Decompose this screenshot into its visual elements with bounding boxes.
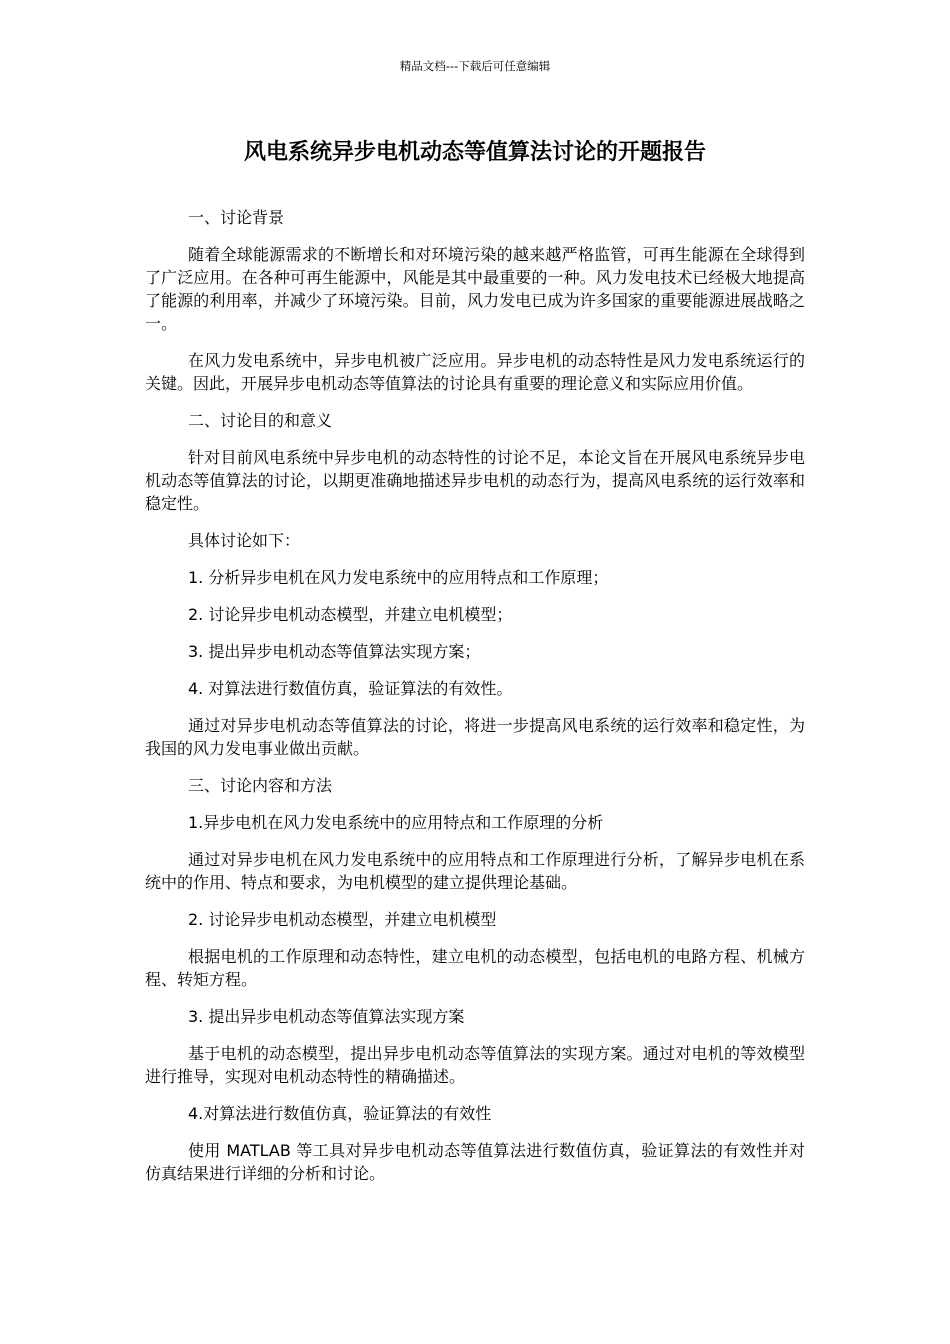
section-heading-content-methods: 三、讨论内容和方法 [188, 776, 333, 795]
body-paragraph: 基于电机的动态模型，提出异步电机动态等值算法的实现方案。通过对电机的等效模型进行推导，实现对电机动态特性的精确描述。 [145, 1044, 805, 1086]
document-title: 风电系统异步电机动态等值算法讨论的开题报告 [243, 140, 706, 165]
body-paragraph: 通过对异步电机在风力发电系统中的应用特点和工作原理进行分析，了解异步电机在系统中的作用、特点和要求，为电机模型的建立提供理论基础。 [145, 850, 805, 892]
subsection-heading: 1.异步电机在风力发电系统中的应用特点和工作原理的分析 [188, 813, 604, 832]
page-header-note: 精品文档---下载后可任意编辑 [399, 59, 551, 73]
list-item: 2. 讨论异步电机动态模型，并建立电机模型； [188, 605, 513, 624]
subsection-heading: 3. 提出异步电机动态等值算法实现方案 [188, 1007, 465, 1026]
body-paragraph: 随着全球能源需求的不断增长和对环境污染的越来越严格监管，可再生能源在全球得到了广泛应用。在各种可再生能源中，风能是其中最重要的一种。风力发电技术已经极大地提高了能源的利用率，并减少了环境污染。目前，风力发电已成为许多国家的重要能源进展战略之一。 [145, 245, 805, 333]
body-paragraph: 针对目前风电系统中异步电机的动态特性的讨论不足，本论文旨在开展风电系统异步电机动态等值算法的讨论，以期更准确地描述异步电机的动态行为，提高风电系统的运行效率和稳定性。 [145, 448, 805, 513]
subsection-heading: 4.对算法进行数值仿真，验证算法的有效性 [188, 1104, 492, 1123]
body-paragraph: 具体讨论如下： [188, 531, 301, 550]
list-item: 1. 分析异步电机在风力发电系统中的应用特点和工作原理； [188, 568, 609, 587]
document-body [145, 206, 805, 1199]
body-paragraph: 通过对异步电机动态等值算法的讨论，将进一步提高风电系统的运行效率和稳定性，为我国的风力发电事业做出贡献。 [145, 716, 805, 758]
body-paragraph: 根据电机的工作原理和动态特性，建立电机的动态模型，包括电机的电路方程、机械方程、转矩方程。 [145, 947, 805, 989]
section-heading-background: 一、讨论背景 [188, 208, 285, 227]
subsection-heading: 2. 讨论异步电机动态模型，并建立电机模型 [188, 910, 497, 929]
body-paragraph: 在风力发电系统中，异步电机被广泛应用。异步电机的动态特性是风力发电系统运行的关键。因此，开展异步电机动态等值算法的讨论具有重要的理论意义和实际应用价值。 [145, 351, 805, 393]
list-item: 3. 提出异步电机动态等值算法实现方案； [188, 642, 481, 661]
body-paragraph: 使用 MATLAB 等工具对异步电机动态等值算法进行数值仿真，验证算法的有效性并对仿真结果进行详细的分析和讨论。 [145, 1141, 805, 1183]
section-heading-purpose: 二、讨论目的和意义 [188, 411, 333, 430]
list-item: 4. 对算法进行数值仿真，验证算法的有效性。 [188, 679, 513, 698]
